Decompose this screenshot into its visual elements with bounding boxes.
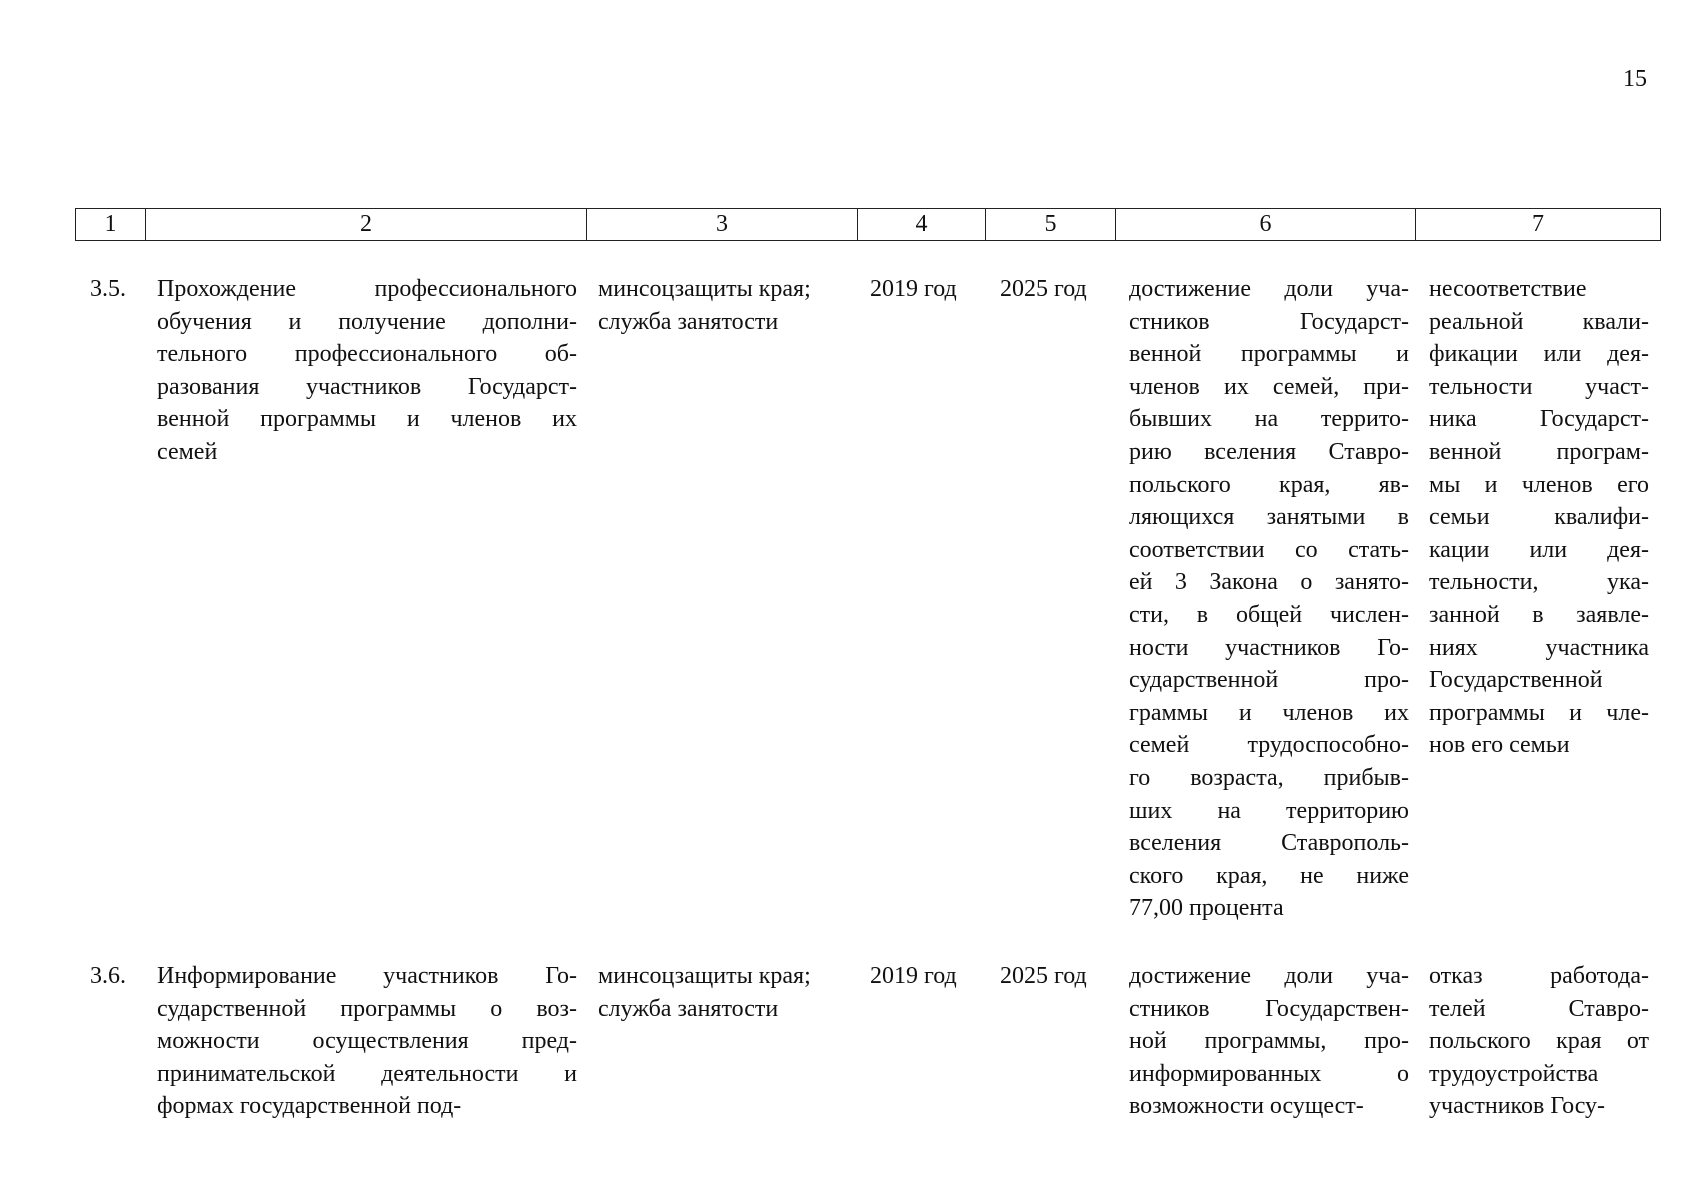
text-line: занной в заявле- [1429, 601, 1649, 628]
header-col-1: 1 [76, 209, 146, 241]
text-line: 77,00 процента [1129, 895, 1284, 922]
text-line: фикации или дея- [1429, 341, 1649, 368]
text-line: сударственной про- [1129, 667, 1409, 694]
text-line: разования участников Государст- [157, 373, 577, 400]
text-line: обучения и получение дополни- [157, 308, 577, 335]
text-line: отказ работода- [1429, 963, 1649, 989]
text-line: реальной квали- [1429, 308, 1649, 335]
text-line: го возраста, прибыв- [1129, 764, 1409, 791]
text-line: минсоцзащиты края; [598, 963, 811, 989]
row-number: 3.5. [90, 276, 126, 302]
text-line: мы и членов его [1429, 471, 1649, 498]
text-line: ной программы, про- [1129, 1028, 1409, 1055]
text-line: принимательской деятельности и [157, 1060, 577, 1087]
text-line: рию вселения Ставро- [1129, 438, 1409, 465]
text-line: служба занятости [598, 995, 779, 1022]
text-line: семьи квалифи- [1429, 504, 1649, 531]
text-line: ности участников Го- [1129, 634, 1409, 661]
end-year: 2025 год [1000, 963, 1087, 989]
text-line: возможности осущест- [1129, 1093, 1364, 1120]
text-line: тельности участ- [1429, 373, 1649, 400]
header-col-4: 4 [858, 209, 986, 241]
text-line: ника Государст- [1429, 406, 1649, 433]
start-year: 2019 год [870, 276, 957, 302]
text-line: формах государственной под- [157, 1093, 462, 1120]
text-line: достижение доли уча- [1129, 276, 1409, 302]
column-number-header [75, 208, 1661, 241]
end-year: 2025 год [1000, 276, 1087, 302]
page-number: 15 [1623, 66, 1647, 92]
text-line: участников Госу- [1429, 1093, 1606, 1120]
non-implementation-consequence [1429, 273, 1649, 762]
text-line: несоответствие [1429, 276, 1587, 302]
header-col-5: 5 [986, 209, 1116, 241]
executor [598, 960, 868, 1025]
text-line: польского края, яв- [1129, 471, 1409, 498]
text-line: венной программы и [1129, 341, 1409, 368]
text-line: ляющихся занятыми в [1129, 504, 1409, 531]
text-line: Прохождение профессионального [157, 276, 577, 302]
text-line: членов их семей, при- [1129, 373, 1409, 400]
text-line: стников Государст- [1129, 308, 1409, 335]
text-line: можности осуществления пред- [157, 1028, 577, 1055]
text-line: бывших на террито- [1129, 406, 1409, 433]
expected-result [1129, 273, 1409, 925]
header-col-7: 7 [1416, 209, 1661, 241]
activity-name [157, 273, 577, 469]
text-line: венной программы и членов их [157, 406, 577, 433]
header-row [76, 209, 1661, 241]
text-line: соответствии со стать- [1129, 536, 1409, 563]
non-implementation-consequence [1429, 960, 1649, 1123]
text-line: информированных о [1129, 1060, 1409, 1087]
header-col-3: 3 [587, 209, 858, 241]
text-line: ского края, не ниже [1129, 862, 1409, 889]
text-line: достижение доли уча- [1129, 963, 1409, 989]
text-line: тельности, ука- [1429, 569, 1649, 596]
text-line: сударственной программы о воз- [157, 995, 577, 1022]
text-line: венной програм- [1429, 438, 1649, 465]
text-line: программы и чле- [1429, 699, 1649, 726]
text-line: кации или дея- [1429, 536, 1649, 563]
text-line: польского края от [1429, 1028, 1649, 1055]
activity-name [157, 960, 577, 1123]
text-line: Информирование участников Го- [157, 963, 577, 989]
text-line: минсоцзащиты края; [598, 276, 811, 302]
executor [598, 273, 868, 338]
header-col-6: 6 [1116, 209, 1416, 241]
header-col-2: 2 [146, 209, 587, 241]
text-line: стников Государствен- [1129, 995, 1409, 1022]
text-line: тельного профессионального об- [157, 341, 577, 368]
start-year: 2019 год [870, 963, 957, 989]
text-line: трудоустройства [1429, 1060, 1599, 1087]
text-line: Государственной [1429, 667, 1603, 694]
text-line: семей [157, 438, 218, 465]
row-number: 3.6. [90, 963, 126, 989]
text-line: ших на территорию [1129, 797, 1409, 824]
text-line: ниях участника [1429, 634, 1649, 661]
text-line: граммы и членов их [1129, 699, 1409, 726]
text-line: телей Ставро- [1429, 995, 1649, 1022]
text-line: сти, в общей числен- [1129, 601, 1409, 628]
expected-result [1129, 960, 1409, 1123]
text-line: вселения Ставрополь- [1129, 830, 1409, 857]
text-line: семей трудоспособно- [1129, 732, 1409, 759]
text-line: ей 3 Закона о занято- [1129, 569, 1409, 596]
text-line: нов его семьи [1429, 732, 1570, 759]
text-line: служба занятости [598, 308, 779, 335]
